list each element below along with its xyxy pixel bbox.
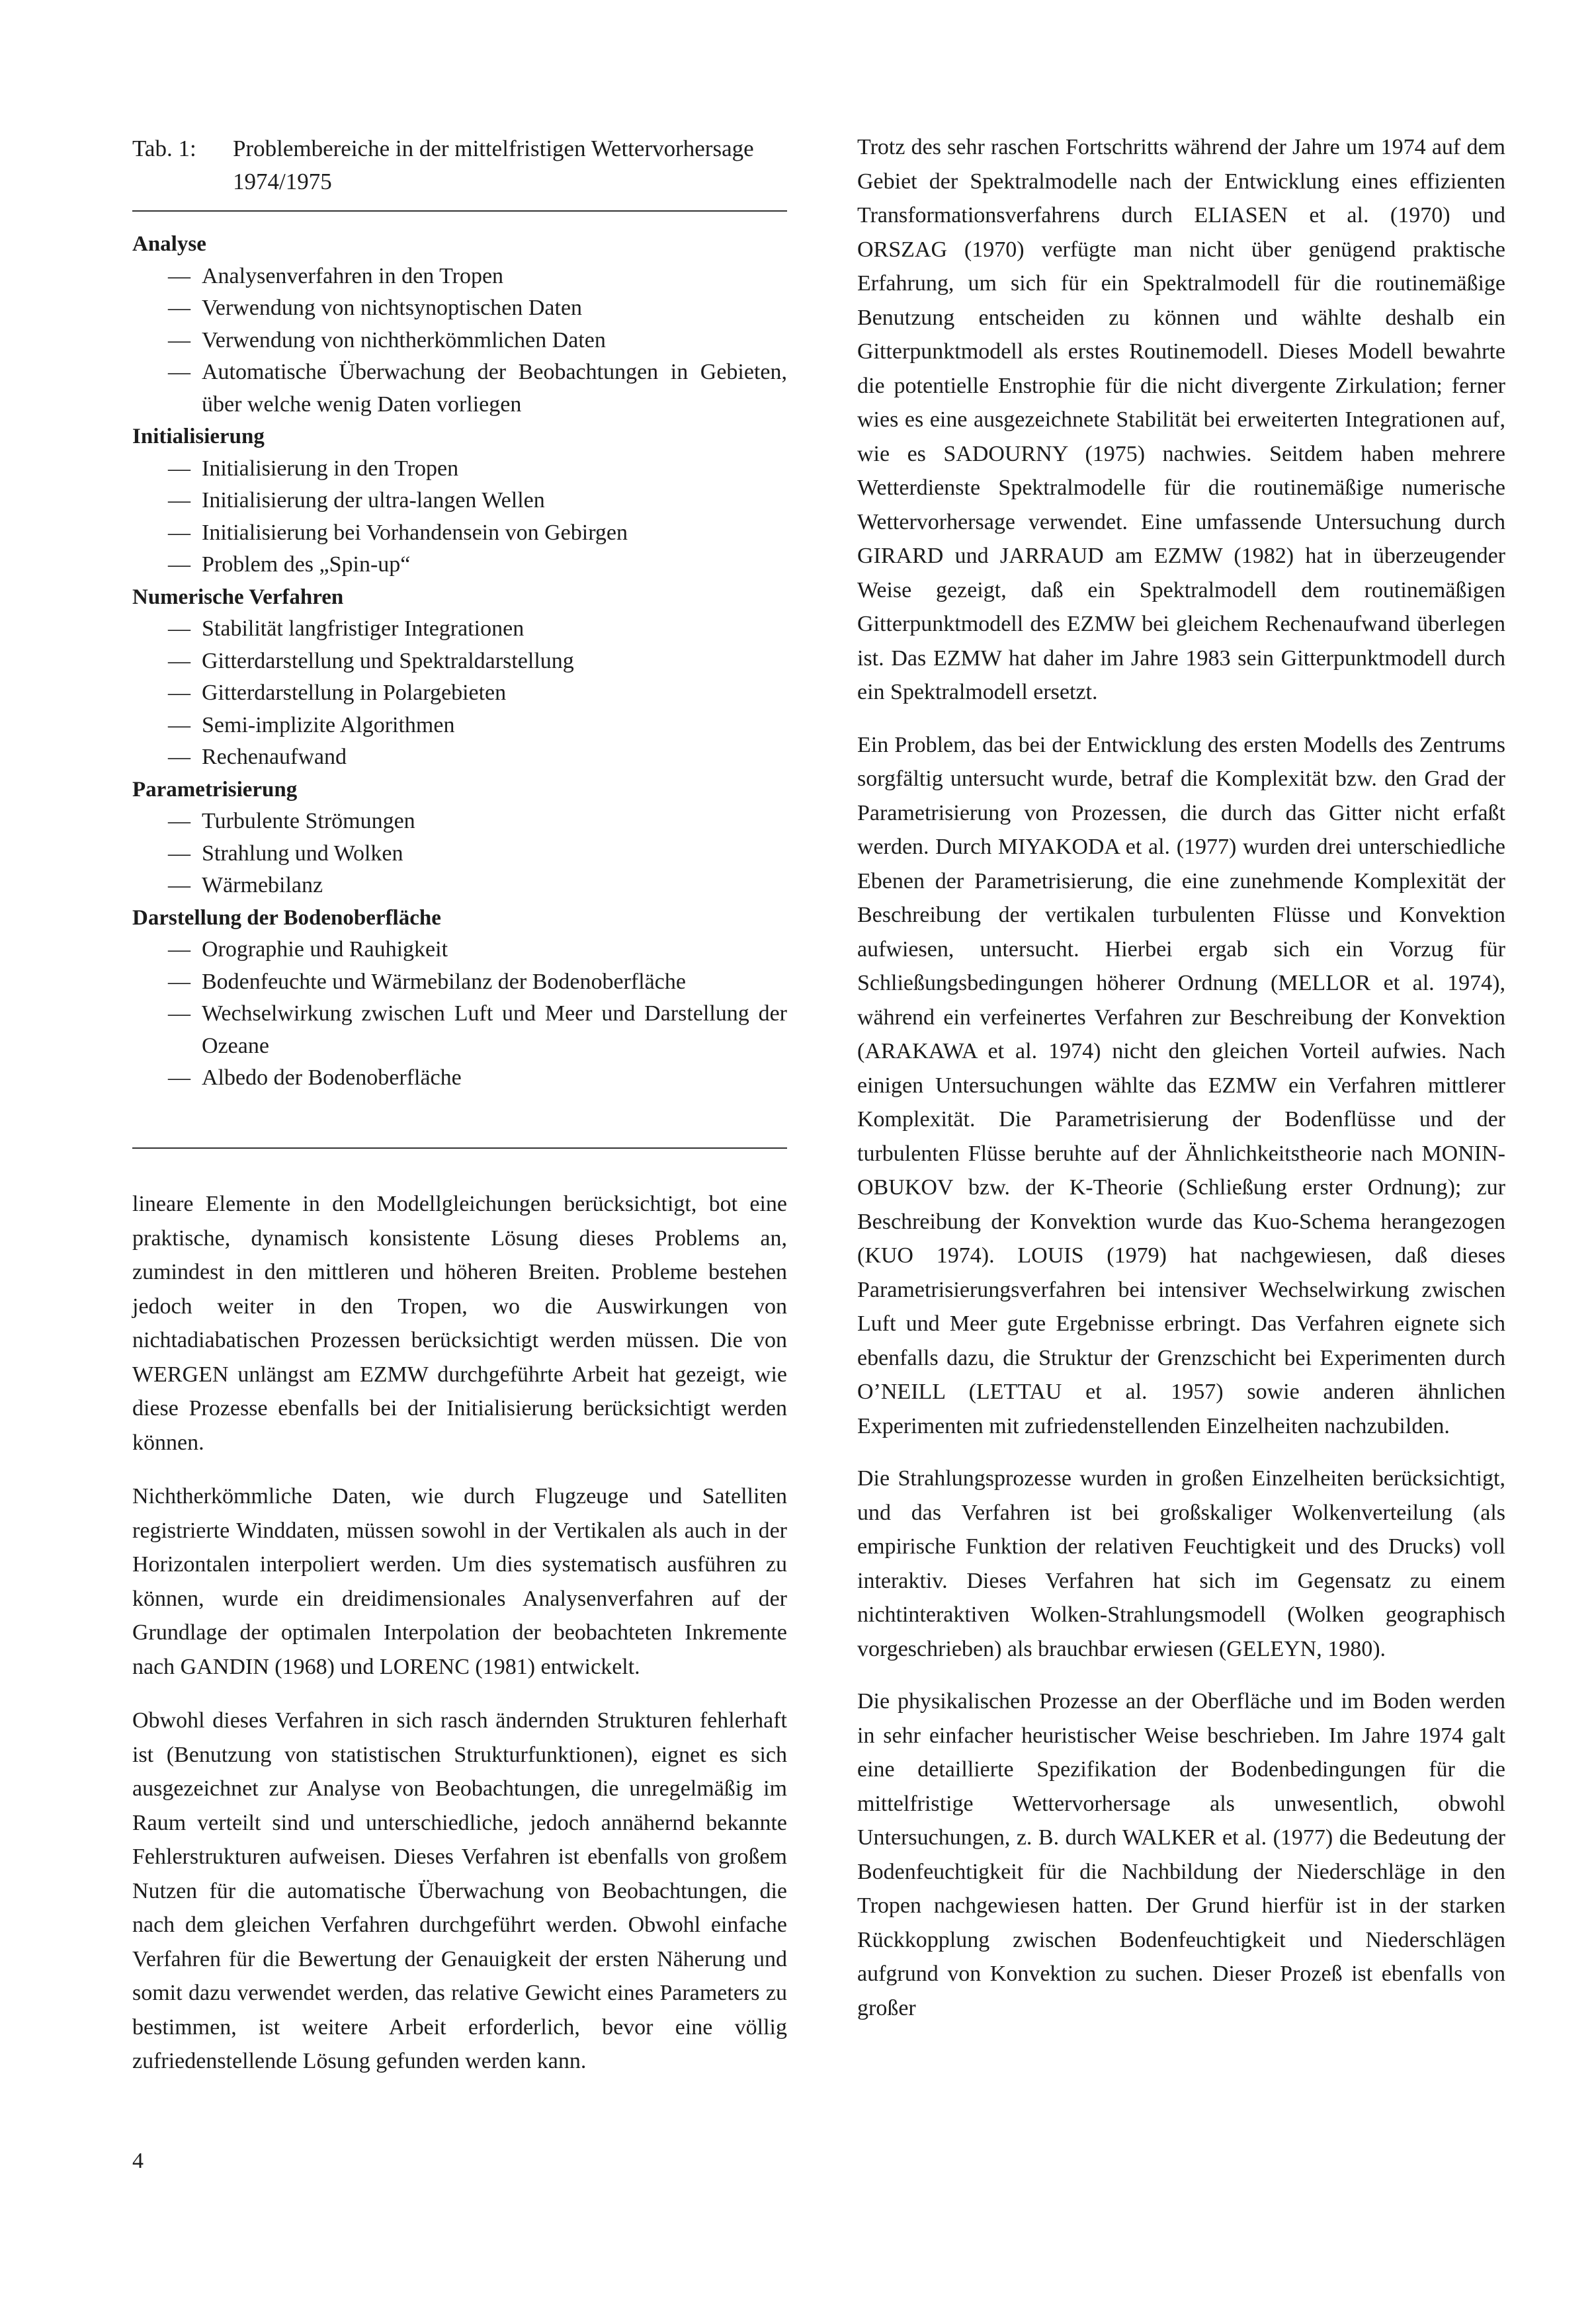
table-caption [132,132,787,198]
list-item: — Initialisierung der ultra-langen Wellen [132,485,787,517]
section-heading: Parametrisierung [132,777,298,802]
table-body [132,228,787,1095]
section-items [132,613,787,774]
list-item: — Verwendung von nichtsynoptischen Daten [132,292,787,325]
table-caption-text: Problembereiche in der mittelfristigen Wettervorhersage 1974/1975 [233,136,754,194]
paragraph: Die Strahlungsprozesse wurden in großen Einzelheiten berücksichtigt, und das Verfahren ist bei großskaliger Wolkenverteilung (als empirische Funktion der relativen Feuchtigkeit und des Drucks) voll interaktiv. Dieses Verfahren hat sich im Gegensatz zu einem nichtinteraktiven Wolken-Strahlungsmodell (Wolken geographisch vorgeschrieben) als brauchbar erwiesen (GELEYN, 1980). [857,1466,1505,1661]
table-top-rule [132,210,787,212]
list-item: — Rechenaufwand [132,741,787,774]
list-item: — Analysenverfahren in den Tropen [132,261,787,293]
list-item: — Initialisierung in den Tropen [132,453,787,485]
list-item: — Gitterdarstellung und Spektraldarstellung [132,645,787,678]
paragraph: Trotz des sehr raschen Fortschritts während der Jahre um 1974 auf dem Gebiet der Spektralmodelle nach der Entwicklung eines effizienten Transformationsverfahrens durch ELIASEN et al. (1970) und ORSZAG (1970) verfügte man nicht über genügend praktische Erfahrung, um sich für ein Spektralmodell für die routinemäßige Benutzung entscheiden zu können und wählte deshalb ein Gitterpunktmodell als erstes Routinemodell. Dieses Modell bewahrte die potentielle Enstrophie für die nicht divergente Zirkulation; ferner wies es eine ausgezeichnete Stabilität bei erweiterten Integrationen auf, wie es SADOURNY (1975) nachwies. Seitdem haben mehrere Wetterdienste Spektralmodelle für die routinemäßige numerische Wettervorhersage verwendet. Eine umfassende Untersuchung durch GIRARD und JARRAUD am EZMW (1982) hat in überzeugender Weise gezeigt, daß ein Spektralmodell dem routinemäßigen Gitterpunktmodell des EZMW bei gleichem Rechenaufwand überlegen ist. Das EZMW hat daher im Jahre 1983 sein Gitterpunktmodell durch ein Spektralmodell ersetzt. [857,135,1505,704]
page-number: 4 [132,2149,144,2173]
left-body-text [132,1187,787,2079]
list-item: — Bodenfeuchte und Wärmebilanz der Bodenoberfläche [132,966,787,999]
paragraph: Ein Problem, das bei der Entwicklung des ersten Modells des Zentrums sorgfältig untersucht wurde, betraf die Komplexität bzw. den Grad der Parametrisierung von Prozessen, die durch das Gitter nicht erfaßt werden. Durch MIYAKODA et al. (1977) wurden drei unterschiedliche Ebenen der Parametrisierung, die eine zunehmende Komplexität der Beschreibung der vertikalen turbulenten Flüsse und Konvektion aufwiesen, untersucht. Hierbei ergab sich ein Vorzug für Schließungsbedingungen höherer Ordnung (MELLOR et al. 1974), während ein verfeinertes Verfahren zur Beschreibung der Konvektion (ARAKAWA et al. 1974) nicht den gleichen Vorteil aufwies. Nach einigen Untersuchungen wählte das EZMW ein Verfahren mittlerer Komplexität. Die Parametrisierung der Bodenflüsse und der turbulenten Flüsse beruhte auf der Ähnlichkeitstheorie nach MONIN-OBUKOV bzw. der K-Theorie (Schließung erster Ordnung); zur Beschreibung der Konvektion wurde das Kuo-Schema herangezogen (KUO 1974). LOUIS (1979) hat nachgewiesen, daß dieses Parametrisierungsverfahren bei intensiver Wechselwirkung zwischen Luft und Meer gute Ergebnisse erbringt. Das Verfahren eignete sich ebenfalls dazu, die Struktur der Grenzschicht bei Experimenten durch O’NEILL (LETTAU et al. 1957) sowie anderen ähnlichen Experimenten mit zufriedenstellenden Einzelheiten nachzubilden. [857,732,1505,1438]
section-heading: Numerische Verfahren [132,585,344,609]
paragraph: lineare Elemente in den Modellgleichungen berücksichtigt, bot eine praktische, dynamisch konsistente Lösung dieses Problems an, zumindest in den mittleren und höheren Breiten. Probleme bestehen jedoch weiter in den Tropen, wo die Auswirkungen von nichtadiabatischen Prozessen berücksichtigt werden müssen. Die von WERGEN unlängst am EZMW durchgeführte Arbeit hat gezeigt, wie diese Prozesse ebenfalls bei der Initialisierung berücksichtigt werden können. [132,1192,787,1455]
section-heading: Darstellung der Bodenoberfläche [132,905,441,930]
section-items [132,261,787,421]
table-number: Tab. 1: [132,136,196,161]
section-heading: Initialisierung [132,425,265,448]
list-item: — Initialisierung bei Vorhandensein von Gebirgen [132,517,787,550]
paragraph: Die physikalischen Prozesse an der Oberfläche und im Boden werden in sehr einfacher heuristischer Weise beschrieben. Im Jahre 1974 galt eine detaillierte Spezifikation der Bodenbedingungen für die mittelfristige Wettervorhersage als unwesentlich, obwohl Untersuchungen, z. B. durch WALKER et al. (1977) die Bedeutung der Bodenfeuchtigkeit für die Nachbildung der Niederschläge in den Tropen nachgewiesen hatten. Der Grund hierfür ist in der starken Rückkopplung zwischen Bodenfeuchtigkeit und Niederschlägen aufgrund von Konvektion zu suchen. Dieser Prozeß ist ebenfalls von großer [857,1689,1505,2020]
section-items [132,934,787,1095]
paragraph: Obwohl dieses Verfahren in sich rasch ändernden Strukturen fehlerhaft ist (Benutzung von statistischen Strukturfunktionen), eignet es sich ausgezeichnet zur Analyse von Beobachtungen, die unregelmäßig im Raum verteilt sind und unterschiedliche, jedoch annähernd bekannte Fehlerstrukturen aufweisen. Dieses Verfahren ist ebenfalls von großem Nutzen für die automatische Überwachung von Beobachtungen, die nach dem gleichen Verfahren durchgeführt werden. Obwohl einfache Verfahren für die Bewertung der Genauigkeit der ersten Näherung und somit dazu verwendet werden, das relative Gewicht eines Parameters zu bestimmen, ist weitere Arbeit erforderlich, bevor eine völlig zufriedenstellende Lösung gefunden werden kann. [132,1708,787,2073]
section-items [132,453,787,581]
list-item: — Albedo der Bodenoberfläche [132,1062,787,1095]
list-item: — Automatische Überwachung der Beobachtungen in Gebieten, über welche wenig Daten vorliegen [132,356,787,421]
section-items [132,806,787,902]
list-item: — Problem des „Spin-up“ [132,549,787,581]
list-item: — Stabilität langfristiger Integrationen [132,613,787,645]
list-item: — Verwendung von nichtherkömmlichen Daten [132,325,787,357]
list-item: — Strahlung und Wolken [132,838,787,870]
list-item: — Gitterdarstellung in Polargebieten [132,677,787,710]
list-item: — Semi-implizite Algorithmen [132,710,787,742]
paragraph: Nichtherkömmliche Daten, wie durch Flugzeuge und Satelliten registrierte Winddaten, müssen sowohl in der Vertikalen als auch in der Horizontalen interpoliert werden. Um dies systematisch ausführen zu können, wurde ein dreidimensionales Analysenverfahren auf der Grundlage der optimalen Interpolation der beobachteten Inkremente nach GANDIN (1968) und LORENC (1981) entwickelt. [132,1484,787,1679]
list-item: — Turbulente Strömungen [132,806,787,838]
list-item: — Wechselwirkung zwischen Luft und Meer und Darstellung der Ozeane [132,998,787,1062]
list-item: — Wärmebilanz [132,870,787,902]
list-item: — Orographie und Rauhigkeit [132,934,787,966]
right-body-text [857,130,1505,2025]
section-heading: Analyse [132,232,206,256]
table-bottom-rule [132,1147,787,1149]
